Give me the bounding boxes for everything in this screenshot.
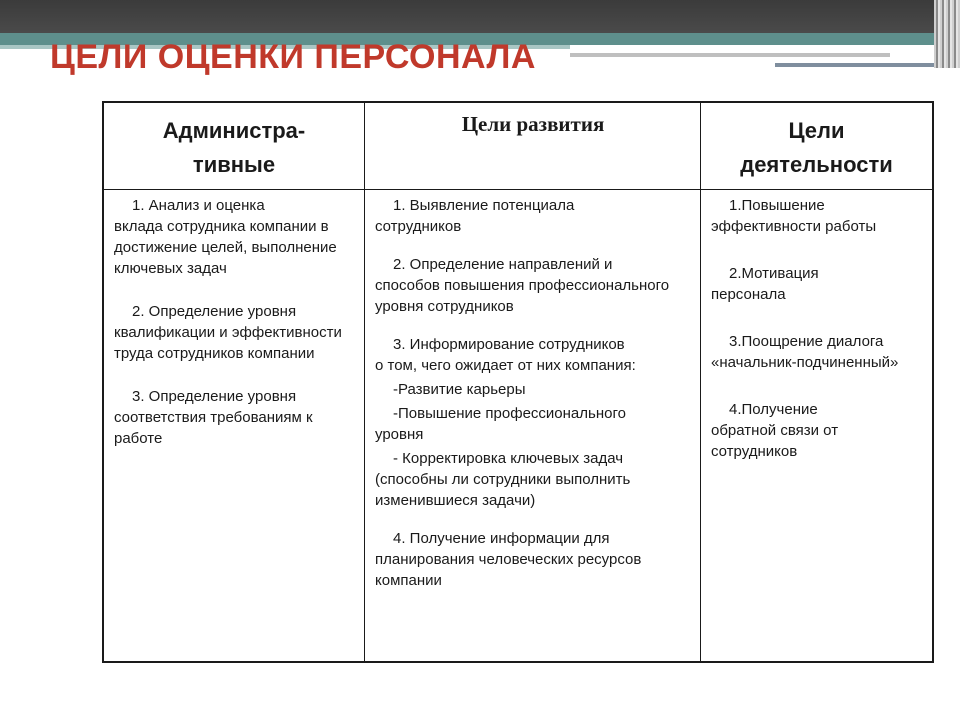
admin-item-2: 2. Определение уровня квалификации и эффективности труда сотрудников компании <box>114 303 342 362</box>
dev-item-4: 4. Получение информации для планирования человеческих ресурсов компании <box>375 530 642 589</box>
goals-table <box>102 101 934 663</box>
header-perf-line2: деятельности <box>740 152 893 177</box>
admin-item-3: 3. Определение уровня соответствия требованиям к работе <box>114 388 313 447</box>
dev-subitem-tasks: - Корректировка ключевых задач (способны ли сотрудники выполнить изменившиеся задачи) <box>375 450 631 509</box>
dev-subitem-professional: -Повышение профессионального уровня <box>375 405 626 443</box>
header-administrative <box>104 103 364 189</box>
perf-item-4: 4.Получение обратной связи от сотрудников <box>711 401 839 460</box>
header-dev: Цели развития <box>461 112 605 136</box>
header-perf-line1: Цели <box>788 118 845 143</box>
corner-stripes <box>934 0 960 68</box>
top-dark-bar <box>0 0 960 33</box>
header-development <box>365 103 701 189</box>
perf-item-1: 1.Повышение эффективности работы <box>711 197 877 235</box>
column-administrative <box>104 103 364 661</box>
slide-title: ЦЕЛИ ОЦЕНКИ ПЕРСОНАЛА <box>50 38 536 76</box>
column-development <box>364 103 701 661</box>
grey-accent-line <box>570 53 890 57</box>
dev-subitem-career: -Развитие карьеры <box>393 381 526 398</box>
header-admin-line1: Администра- <box>162 118 306 143</box>
header-performance <box>701 103 932 189</box>
perf-item-2: 2.Мотивация персонала <box>711 265 819 303</box>
admin-item-1: 1. Анализ и оценка вклада сотрудника компании в достижение целей, выполнение ключевых задач <box>114 197 337 277</box>
blue-grey-accent-line <box>775 63 945 67</box>
dev-item-1: 1. Выявление потенциала сотрудников <box>375 197 575 235</box>
perf-item-3: 3.Поощрение диалога «начальник-подчиненный» <box>711 333 899 371</box>
header-admin-line2: тивные <box>192 152 276 177</box>
column-performance <box>700 103 932 661</box>
dev-item-2: 2. Определение направлений и способов повышения профессионального уровня сотрудников <box>375 256 670 315</box>
dev-item-3: 3. Информирование сотрудников о том, чего ожидает от них компания: <box>375 336 636 374</box>
